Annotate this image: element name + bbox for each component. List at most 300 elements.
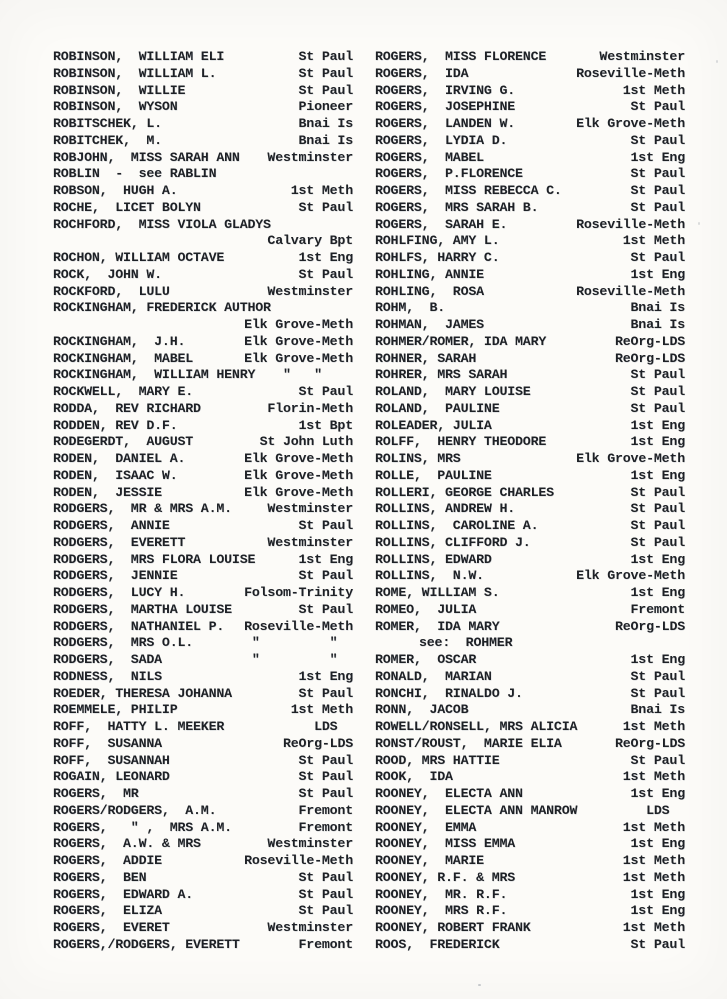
- directory-entry: [53, 937, 353, 954]
- directory-entry: [375, 652, 685, 669]
- directory-entry: [375, 166, 685, 183]
- directory-entry: [375, 434, 685, 451]
- entry-name: ROHMER/ROMER, IDA MARY: [375, 333, 547, 349]
- entry-church: Roseville-Meth: [576, 283, 685, 299]
- entry-church: 1st Eng: [630, 886, 685, 902]
- entry-name: ROGERS,/RODGERS, EVERETT: [53, 936, 240, 952]
- directory-entry: [53, 635, 353, 652]
- directory-entry: [53, 602, 353, 619]
- entry-name: ROBINSON, WILLIAM L.: [53, 65, 217, 81]
- directory-entry: [375, 200, 685, 217]
- entry-name: ROMEO, JULIA: [375, 601, 477, 617]
- entry-church: Elk Grove-Meth: [576, 568, 685, 584]
- entry-church: St Paul: [630, 752, 685, 768]
- entry-name: ROCKWELL, MARY E.: [53, 384, 194, 399]
- entry-name: ROGERS, A.W. & MRS: [53, 836, 201, 852]
- directory-entry: [375, 150, 685, 167]
- directory-entry: [53, 217, 353, 234]
- entry-church: St Paul: [630, 367, 685, 383]
- entry-name: ROGERS, P.FLORENCE: [375, 166, 523, 182]
- entry-church: 1st Eng: [630, 149, 685, 165]
- entry-church: Fremont: [298, 802, 353, 818]
- directory-entry: [375, 669, 685, 686]
- entry-church: ReOrg-LDS: [614, 333, 685, 349]
- entry-name: RODEN, ISAAC W.: [53, 467, 178, 483]
- entry-name: ROCHFORD, MISS VIOLA GLADYS: [53, 216, 271, 232]
- left-column: [53, 49, 353, 954]
- directory-entry: [375, 418, 685, 435]
- entry-church: Roseville-Meth: [244, 618, 353, 634]
- directory-entry: [53, 535, 353, 552]
- entry-church: St Paul: [630, 183, 685, 198]
- entry-name: ROHRER, MRS SARAH: [375, 367, 508, 383]
- directory-entry: [375, 686, 685, 703]
- entry-name: ROGERS, MABEL: [375, 149, 484, 165]
- entry-name: ROME, WILLIAM S.: [375, 585, 500, 600]
- entry-name: ROLLINS, ANDREW H.: [375, 501, 516, 517]
- directory-entry: [375, 451, 685, 468]
- entry-church: Elk Grove-Meth: [576, 451, 685, 466]
- directory-entry: [375, 99, 685, 116]
- entry-church: Westminster: [599, 49, 685, 64]
- entry-church: " ": [251, 652, 353, 667]
- directory-entry: [53, 518, 353, 535]
- entry-church: St Paul: [298, 903, 353, 919]
- entry-name: ROGERS, EDWARD A.: [53, 886, 194, 902]
- entry-church: St Paul: [298, 49, 353, 64]
- entry-church: Bnai Is: [630, 300, 685, 316]
- entry-church: St Paul: [630, 668, 685, 684]
- entry-church: 1st Eng: [630, 903, 685, 919]
- directory-entry: [375, 367, 685, 384]
- entry-name: ROHM, B.: [375, 300, 446, 316]
- entry-church: St Paul: [298, 769, 353, 785]
- entry-church: St Paul: [298, 199, 353, 215]
- directory-entry: [53, 753, 353, 770]
- entry-church: 1st Eng: [630, 585, 685, 600]
- directory-entry: [53, 669, 353, 686]
- entry-church: St Paul: [630, 501, 685, 517]
- entry-name: ROGERS, ADDIE: [53, 853, 162, 868]
- directory-entry: [53, 116, 353, 133]
- entry-church: 1st Eng: [630, 266, 685, 282]
- entry-name: RODGERS, MRS O.L.: [53, 635, 194, 651]
- entry-church: 1st Eng: [630, 551, 685, 567]
- directory-entry: [53, 434, 353, 451]
- entry-name: RODGERS, MRS FLORA LOUISE: [53, 551, 256, 567]
- entry-church: St Paul: [298, 65, 353, 81]
- entry-church: ReOrg-LDS: [282, 735, 353, 751]
- entry-name: ROFF, SUSANNA: [53, 735, 162, 751]
- directory-entry: [53, 769, 353, 786]
- entry-church: St Paul: [630, 484, 685, 500]
- entry-name: ROONEY, ROBERT FRANK: [375, 920, 531, 935]
- directory-entry: [375, 233, 685, 250]
- directory-entry: [53, 853, 353, 870]
- entry-church: 1st Eng: [630, 836, 685, 852]
- directory-entry: [375, 786, 685, 803]
- entry-name: ROONEY, MR. R.F.: [375, 886, 508, 902]
- directory-entry: [53, 736, 353, 753]
- entry-name: RONST/ROUST, MARIE ELIA: [375, 735, 562, 751]
- entry-name: ROONEY, EMMA: [375, 819, 477, 835]
- directory-entry: [375, 401, 685, 418]
- entry-name: ROONEY, ELECTA ANN MANROW: [375, 802, 578, 818]
- directory-entry: [53, 367, 353, 384]
- entry-church: Elk Grove-Meth: [244, 467, 353, 483]
- entry-church: Westminster: [267, 501, 353, 517]
- entry-church: St Paul: [630, 250, 685, 265]
- directory-entry: [53, 820, 353, 837]
- entry-church: 1st Meth: [622, 869, 685, 885]
- directory-entry: [375, 820, 685, 837]
- entry-name: RONALD, MARIAN: [375, 668, 492, 684]
- entry-church: Westminster: [267, 149, 353, 165]
- entry-name: ROGERS, JOSEPHINE: [375, 99, 516, 115]
- entry-church: St Paul: [298, 266, 353, 282]
- directory-entry: [53, 568, 353, 585]
- entry-name: ROGERS, BEN: [53, 869, 147, 885]
- entry-name: ROLLERI, GEORGE CHARLES: [375, 484, 554, 500]
- directory-entry: [53, 552, 353, 569]
- directory-entry: [375, 585, 685, 602]
- entry-church: Elk Grove-Meth: [244, 451, 353, 466]
- directory-entry: [375, 887, 685, 904]
- entry-church: 1st Meth: [622, 719, 685, 734]
- directory-entry: [53, 418, 353, 435]
- entry-name: ROBITSCHEK, L.: [53, 116, 162, 131]
- directory-entry: [375, 702, 685, 719]
- directory-entry: [53, 150, 353, 167]
- directory-entry: [53, 619, 353, 636]
- entry-church: 1st Meth: [290, 702, 353, 718]
- entry-church: St Paul: [298, 685, 353, 701]
- entry-church: Roseville-Meth: [576, 216, 685, 232]
- directory-entry: [53, 334, 353, 351]
- scan-speck: [698, 222, 700, 225]
- directory-entry: [375, 769, 685, 786]
- entry-church: Florin-Meth: [267, 400, 353, 416]
- entry-name: ROGERS, IRVING G.: [375, 82, 516, 98]
- directory-entry: [375, 920, 685, 937]
- directory-entry: [375, 317, 685, 334]
- entry-name: ROCKINGHAM, FREDERICK AUTHOR: [53, 300, 271, 316]
- directory-entry: [375, 552, 685, 569]
- directory-entry: [375, 334, 685, 351]
- directory-entry: [375, 836, 685, 853]
- entry-name: ROGERS, MRS SARAH B.: [375, 199, 539, 215]
- entry-name: ROLEADER, JULIA: [375, 417, 492, 433]
- entry-name: ROONEY, MRS R.F.: [375, 903, 508, 919]
- directory-entry: [375, 250, 685, 267]
- entry-name: ROLLINS, CAROLINE A.: [375, 518, 539, 533]
- entry-church: St Paul: [298, 752, 353, 768]
- entry-church: Westminster: [267, 920, 353, 935]
- entry-church: 1st Eng: [298, 668, 353, 684]
- directory-entry: [375, 501, 685, 518]
- directory-entry: [53, 786, 353, 803]
- directory-entry: [375, 937, 685, 954]
- directory-entry: [53, 66, 353, 83]
- entry-church: St John Luth: [259, 434, 353, 450]
- entry-church: 1st Meth: [622, 819, 685, 835]
- directory-entry: [53, 83, 353, 100]
- directory-entry: [375, 116, 685, 133]
- directory-entry: [53, 803, 353, 820]
- entry-name: RODEGERDT, AUGUST: [53, 434, 194, 450]
- entry-name: ROBINSON, WILLIAM ELI: [53, 49, 225, 64]
- directory-entry: [53, 300, 353, 317]
- entry-name: ROFF, SUSANNAH: [53, 752, 170, 768]
- entry-name: ROGERS, " , MRS A.M.: [53, 819, 232, 835]
- directory-entry: [375, 518, 685, 535]
- entry-church: Elk Grove-Meth: [244, 484, 353, 500]
- entry-name: ROHLING, ANNIE: [375, 266, 484, 282]
- entry-name: ROBITCHEK, M.: [53, 132, 162, 148]
- entry-name: ROHLFING, AMY L.: [375, 233, 500, 249]
- entry-name: ROHLING, ROSA: [375, 283, 484, 299]
- entry-church: Calvary Bpt: [267, 233, 353, 249]
- directory-entry: [53, 887, 353, 904]
- directory-entry: [53, 686, 353, 703]
- entry-church: Elk Grove-Meth: [244, 317, 353, 332]
- entry-church: 1st Eng: [298, 551, 353, 567]
- entry-church: " ": [251, 635, 353, 651]
- entry-church: 1st Eng: [630, 417, 685, 433]
- directory-entry: [375, 300, 685, 317]
- directory-entry: [53, 233, 353, 250]
- entry-name: ROCK, JOHN W.: [53, 266, 162, 282]
- directory-entry: [53, 451, 353, 468]
- directory-entry: [375, 485, 685, 502]
- entry-church: Elk Grove-Meth: [244, 333, 353, 349]
- entry-name: ROLLINS, CLIFFORD J.: [375, 534, 531, 550]
- entry-name: ROBJOHN, MISS SARAH ANN: [53, 149, 240, 165]
- directory-entry: [53, 49, 353, 66]
- entry-name: RODGERS, JENNIE: [53, 568, 178, 584]
- entry-name: ROGERS, MISS REBECCA C.: [375, 183, 562, 198]
- entry-church: St Paul: [298, 601, 353, 617]
- entry-name: ROWELL/RONSELL, MRS ALICIA: [375, 719, 578, 734]
- entry-name: ROBINSON, WILLIE: [53, 82, 186, 98]
- directory-entry: [53, 166, 353, 183]
- directory-entry: [53, 284, 353, 301]
- directory-entry: [375, 602, 685, 619]
- entry-name: RODGERS, NATHANIEL P.: [53, 618, 225, 634]
- entry-church: St Paul: [630, 685, 685, 701]
- entry-church: Elk Grove-Meth: [244, 350, 353, 366]
- entry-name: ROOS, FREDERICK: [375, 936, 500, 952]
- entry-name: RONN, JACOB: [375, 702, 469, 718]
- entry-name: ROONEY, ELECTA ANN: [375, 786, 523, 801]
- entry-church: St Paul: [630, 199, 685, 215]
- entry-church: St Paul: [298, 384, 353, 399]
- directory-entry: [375, 351, 685, 368]
- entry-church: 1st Meth: [622, 233, 685, 249]
- entry-name: ROLAND, MARY LOUISE: [375, 384, 531, 399]
- entry-church: Bnai Is: [630, 702, 685, 718]
- entry-name: ROGERS, IDA: [375, 65, 469, 81]
- directory-entry: [375, 870, 685, 887]
- entry-name: ROBINSON, WYSON: [53, 99, 178, 115]
- right-column: [375, 49, 685, 954]
- directory-entry: [53, 351, 353, 368]
- entry-church: St Paul: [630, 518, 685, 533]
- directory-entry: [375, 853, 685, 870]
- entry-name: ROLLINS, N.W.: [375, 568, 484, 584]
- entry-name: ROCKINGHAM, WILLIAM HENRY: [53, 367, 256, 383]
- entry-church: Westminster: [267, 534, 353, 550]
- directory-entry: [375, 217, 685, 234]
- entry-name: ROEDER, THERESA JOHANNA: [53, 685, 232, 701]
- entry-name: ROCKINGHAM, MABEL: [53, 350, 194, 366]
- entry-name: ROGERS/RODGERS, A.M.: [53, 802, 217, 818]
- entry-church: 1st Meth: [622, 853, 685, 868]
- directory-entry: [375, 635, 685, 652]
- entry-name: ROONEY, MARIE: [375, 853, 484, 868]
- entry-name: ROGAIN, LEONARD: [53, 769, 170, 785]
- scan-speck: [716, 60, 718, 63]
- directory-entry: [375, 903, 685, 920]
- directory-entry: [53, 836, 353, 853]
- entry-name: RODGERS, EVERETT: [53, 534, 186, 550]
- entry-church: ReOrg-LDS: [614, 618, 685, 634]
- entry-name: ROMER, OSCAR: [375, 652, 477, 667]
- entry-name: ROCKINGHAM, J.H.: [53, 333, 186, 349]
- entry-church: 1st Meth: [290, 183, 353, 198]
- directory-entry: [53, 501, 353, 518]
- entry-name: RODDEN, REV D.F.: [53, 417, 178, 433]
- entry-name: RODGERS, ANNIE: [53, 518, 170, 533]
- entry-church: LDS: [314, 719, 353, 734]
- entry-church: St Paul: [630, 534, 685, 550]
- entry-church: St Paul: [630, 936, 685, 952]
- directory-entry: [53, 920, 353, 937]
- directory-entry: [375, 619, 685, 636]
- entry-church: Westminster: [267, 283, 353, 299]
- scan-speck: [478, 984, 481, 986]
- entry-name: ROLFF, HENRY THEODORE: [375, 434, 547, 450]
- entry-name: ROGERS, SARAH E.: [375, 216, 508, 232]
- directory-entry: [375, 133, 685, 150]
- directory-entry: [375, 568, 685, 585]
- directory-entry: [375, 384, 685, 401]
- directory-entry: [53, 702, 353, 719]
- directory-entry: [53, 585, 353, 602]
- entry-name: RODEN, JESSIE: [53, 484, 162, 500]
- directory-entry: [53, 401, 353, 418]
- directory-entry: [375, 736, 685, 753]
- entry-name: ROCKFORD, LULU: [53, 283, 170, 299]
- entry-church: ReOrg-LDS: [614, 350, 685, 366]
- entry-name: ROCHON, WILLIAM OCTAVE: [53, 250, 225, 265]
- directory-entry: [53, 903, 353, 920]
- entry-name: ROGERS, MR: [53, 786, 139, 801]
- entry-name: ROGERS, LANDEN W.: [375, 116, 516, 131]
- entry-church: St Paul: [630, 400, 685, 416]
- directory-entry: [53, 99, 353, 116]
- entry-church: Fremont: [630, 601, 685, 617]
- entry-name: ROBSON, HUGH A.: [53, 183, 178, 198]
- directory-entry: [53, 485, 353, 502]
- entry-church: St Paul: [298, 786, 353, 801]
- directory-entry: [375, 535, 685, 552]
- directory-entry: [375, 468, 685, 485]
- entry-church: Roseville-Meth: [244, 853, 353, 868]
- entry-church: St Paul: [630, 166, 685, 182]
- entry-church: St Paul: [298, 82, 353, 98]
- directory-entry: [53, 183, 353, 200]
- directory-entry: [375, 803, 685, 820]
- entry-church: Bnai Is: [298, 116, 353, 131]
- entry-church: 1st Eng: [630, 786, 685, 801]
- entry-church: LDS: [646, 802, 685, 818]
- directory-entry: [375, 49, 685, 66]
- entry-church: Elk Grove-Meth: [576, 116, 685, 131]
- entry-name: RODDA, REV RICHARD: [53, 400, 201, 416]
- entry-church: Westminster: [267, 836, 353, 852]
- entry-church: St Paul: [298, 518, 353, 533]
- entry-church: Fremont: [298, 936, 353, 952]
- entry-church: Bnai Is: [298, 132, 353, 148]
- entry-name: RODEN, DANIEL A.: [53, 451, 186, 466]
- directory-entry: [53, 468, 353, 485]
- entry-name: ROGERS, ELIZA: [53, 903, 162, 919]
- entry-church: 1st Meth: [622, 82, 685, 98]
- entry-church: St Paul: [630, 132, 685, 148]
- entry-church: Folsom-Trinity: [244, 585, 353, 600]
- directory-entry: [375, 753, 685, 770]
- entry-name: RONCHI, RINALDO J.: [375, 685, 523, 701]
- directory-entry: [375, 183, 685, 200]
- directory-entry: [53, 133, 353, 150]
- entry-name: ROGERS, MISS FLORENCE: [375, 49, 547, 64]
- entry-name: ROBLIN - see RABLIN: [53, 166, 217, 182]
- directory-entry: [53, 250, 353, 267]
- entry-church: ReOrg-LDS: [614, 735, 685, 751]
- entry-name: RODGERS, MR & MRS A.M.: [53, 501, 232, 517]
- entry-church: St Paul: [298, 886, 353, 902]
- entry-name: ROHLFS, HARRY C.: [375, 250, 500, 265]
- entry-church: St Paul: [630, 384, 685, 399]
- directory-entry: [375, 267, 685, 284]
- directory-entry: [375, 66, 685, 83]
- directory-entry: [53, 870, 353, 887]
- entry-name: ROONEY, MISS EMMA: [375, 836, 516, 852]
- entry-name: RODNESS, NILS: [53, 668, 162, 684]
- entry-name: RODGERS, SADA: [53, 652, 162, 667]
- directory-entry: [53, 317, 353, 334]
- directory-entry: [53, 200, 353, 217]
- entry-name: RODGERS, MARTHA LOUISE: [53, 601, 232, 617]
- entry-church: 1st Eng: [630, 467, 685, 483]
- entry-name: ROLINS, MRS: [375, 451, 461, 466]
- entry-church: 1st Eng: [630, 434, 685, 450]
- entry-church: Fremont: [298, 819, 353, 835]
- directory-entry: [375, 83, 685, 100]
- entry-church: Pioneer: [298, 99, 353, 115]
- entry-name: ROOK, IDA: [375, 769, 453, 785]
- directory-entry: [53, 384, 353, 401]
- entry-church: 1st Eng: [298, 250, 353, 265]
- entry-name: ROLAND, PAULINE: [375, 400, 500, 416]
- directory-entry: [375, 719, 685, 736]
- entry-name: ROHMAN, JAMES: [375, 317, 484, 332]
- entry-church: 1st Meth: [622, 769, 685, 785]
- entry-church: Bnai Is: [630, 317, 685, 332]
- entry-name: ROHNER, SARAH: [375, 350, 477, 366]
- entry-name: ROGERS, EVERET: [53, 920, 170, 935]
